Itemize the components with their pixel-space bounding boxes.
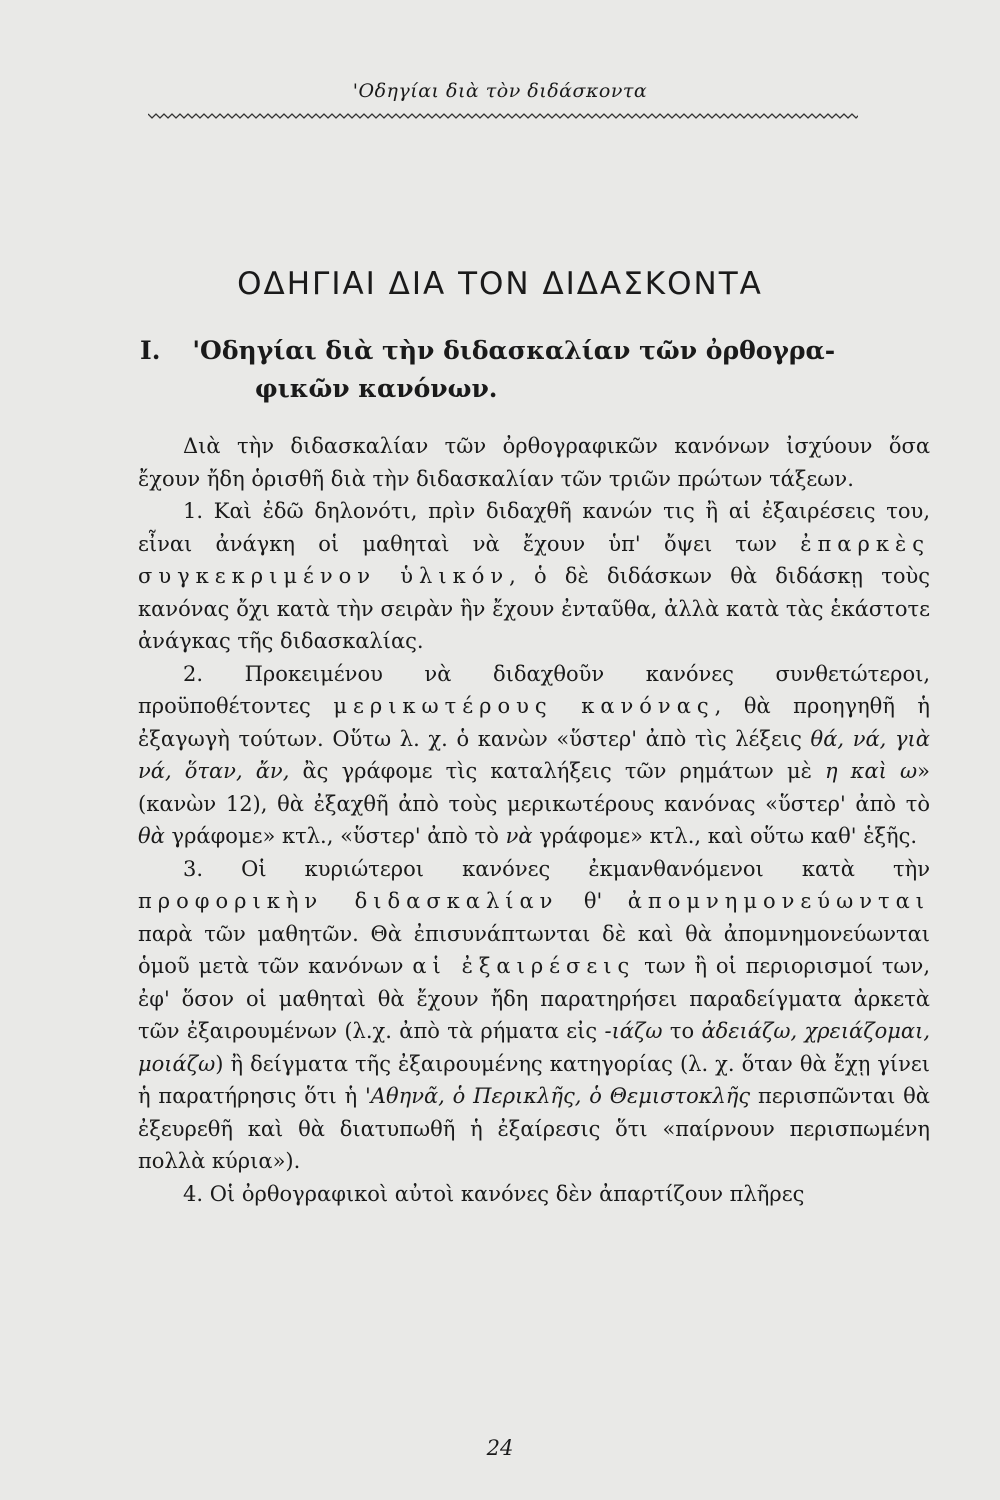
p2-text-a: 2. Προκειμένου νὰ διδαχθοῦν κανόνες συνθετώτεροι, προϋποθέτοντες <box>138 661 930 718</box>
p1-text-a: 1. Καὶ ἐδῶ δηλονότι, πρὶν διδαχθῆ κανών τις ἢ αἱ ἐξαιρέσεις του, εἶναι ἀνάγκη οἱ μαθηταὶ νὰ ἔχουν ὑπ' ὄψει των <box>138 499 930 556</box>
p2-italic-h: θὰ <box>138 824 165 848</box>
paragraph-4: 4. Οἱ ὀρθογραφικοὶ αὐτοὶ κανόνες δὲν ἀπαρτίζουν πλῆρες <box>183 1181 805 1206</box>
paragraph-1 <box>138 495 930 658</box>
section-number: I. <box>140 336 161 365</box>
p3-text-e: παρὰ τῶν μαθητῶν. Θὰ ἐπισυνάπτωνται δὲ καὶ θὰ ἀπομνημονεύωνται ὁμοῦ μετὰ τῶν κανόνων <box>138 921 930 978</box>
p2-italic-f: η καὶ ω <box>824 759 918 783</box>
p3-text-a: 3. Οἱ κυριώτεροι κανόνες ἐκμανθανόμενοι κατὰ τὴν <box>183 856 930 881</box>
p3-text-c: θ' <box>583 889 603 913</box>
p3-spaced-b: προφορικὴν διδασκαλίαν <box>138 889 559 913</box>
p2-italic-d: θά, νά, γιὰ νά, ὅταν, ἄν, <box>138 726 930 783</box>
p2-text-g: » (κανὼν 12), θὰ ἐξαχθῆ ἀπὸ τοὺς μερικωτέρους κανόνας «ὕστερ' ἀπὸ τὸ <box>138 759 930 816</box>
p2-spaced: μερικωτέρους κανόνας <box>333 694 715 718</box>
p3-italic-j: ἀδειάζω, χρειάζομαι, μοιάζω <box>138 1019 930 1076</box>
section-heading-line2: φικῶν κανόνων. <box>255 374 498 403</box>
p3-text-i: το <box>669 1019 695 1043</box>
paragraph-3 <box>138 853 930 1178</box>
paragraph-intro: Διὰ τὴν διδασκαλίαν τῶν ὀρθογραφικῶν κανόνων ἰσχύουν ὅσα ἔχουν ἤδη ὁρισθῆ διὰ τὴν διδασκαλίαν τῶν τριῶν πρώτων τάξεων. <box>138 434 930 491</box>
p3-italic-h: -ιάζω <box>604 1019 663 1043</box>
body-text <box>138 430 930 1210</box>
page-number: 24 <box>486 1436 514 1460</box>
running-head: 'Οδηγίαι διὰ τὸν διδάσκοντα <box>352 80 648 102</box>
p2-text-e: ἂς γράφομε τὶς καταλήξεις τῶν ρημάτων μὲ <box>302 759 812 783</box>
p2-italic-j: νὰ <box>505 824 533 848</box>
section-heading <box>140 332 930 408</box>
p2-text-i: γράφομε» κτλ., «ὕστερ' ἀπὸ τὸ <box>171 824 499 848</box>
p3-text-m: περισπῶνται θὰ ἐξευρεθῆ καὶ θὰ διατυπωθῆ ἡ ἐξαίρεσις ὅτι «παίρνουν περισπωμένη πολλὰ κύρια»). <box>138 1084 930 1173</box>
p3-spaced-d: ἀπομνημονεύωνται <box>627 889 930 913</box>
p2-text-c: , θὰ προηγηθῆ ἡ ἐξαγωγὴ τούτων. Οὕτω λ. χ. ὁ κανὼν «ὕστερ' ἀπὸ τὶς λέξεις <box>138 694 930 751</box>
p3-text-g: των ἢ οἱ περιορισμοί των, ἐφ' ὅσον οἱ μαθηταὶ θὰ ἔχουν ἤδη παρατηρήσει παραδείγματα ἀρκετὰ τῶν ἐξαιρουμένων (λ.χ. ἀπὸ τὰ ρήματα εἰς <box>138 954 931 1043</box>
p2-text-k: γράφομε» κτλ., καὶ οὕτω καθ' ἑξῆς. <box>539 824 918 848</box>
page-title: ΟΔΗΓΙΑΙ ΔΙΑ ΤΟΝ ΔΙΔΑΣΚΟΝΤΑ <box>237 266 763 302</box>
paragraph-2 <box>138 658 930 853</box>
wavy-rule <box>148 110 858 120</box>
p1-spaced: ἐπαρκὲς συγκεκριμένον ὑλικόν <box>138 531 930 588</box>
p3-spaced-f: αἱ ἐξαιρέσεις <box>412 954 636 978</box>
p3-italic-l: 'Αθηνᾶ, ὁ Περικλῆς, ὁ Θεμιστοκλῆς <box>365 1084 751 1108</box>
section-heading-line1: 'Οδηγίαι διὰ τὴν διδασκαλίαν τῶν ὀρθογρα- <box>192 336 836 365</box>
p1-text-c: , ὁ δὲ διδάσκων θὰ διδάσκῃ τοὺς κανόνας ὄχι κατὰ τὴν σειρὰν ἣν ἔχουν ἐνταῦθα, ἀλλὰ κατὰ τὰς ἑκάστοτε ἀνάγκας τῆς διδασκαλίας. <box>138 564 930 653</box>
p3-text-k: ) ἢ δείγματα τῆς ἐξαιρουμένης κατηγορίας (λ. χ. ὅταν θὰ ἔχῃ γίνει ἡ παρατήρησις ὅτι ἡ <box>138 1051 930 1108</box>
